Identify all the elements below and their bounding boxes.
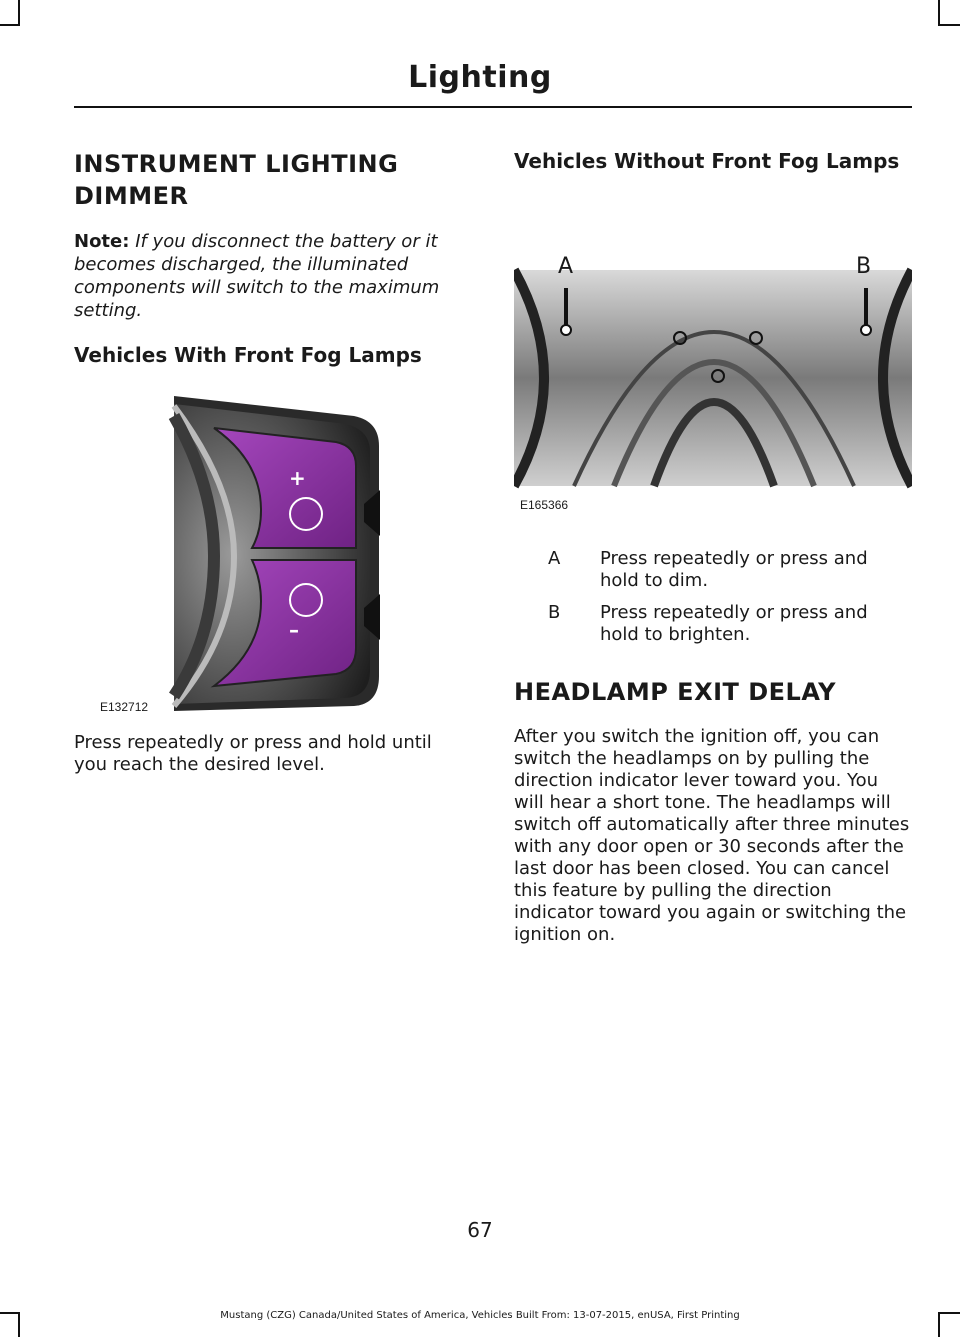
page-number: 67 (467, 1218, 493, 1242)
exit-delay-body: After you switch the ignition off, you can switch the headlamps on by pulling the direction indicator lever toward you. You will hear a short tone. The headlamps will switch off automatically after three minutes with any door open or 30 seconds after the last door has been closed. You can cancel this feature by pulling the direction indicator toward you again or switching the ignition on. (514, 726, 910, 945)
callout-text: Press repeatedly or press and hold to brighten. (600, 602, 868, 645)
crop-mark (0, 24, 20, 26)
subheading-with-fog: Vehicles With Front Fog Lamps (74, 343, 422, 367)
section-title-dimmer: INSTRUMENT LIGHTING DIMMER (74, 150, 399, 210)
page-title: Lighting (408, 60, 552, 95)
callout-label-b: B (856, 254, 872, 279)
section-title-exit-delay: HEADLAMP EXIT DELAY (514, 678, 836, 706)
callout-list (514, 548, 912, 646)
minus-label: – (289, 618, 299, 642)
crop-mark (18, 0, 20, 26)
left-column (74, 140, 466, 776)
figure-dimmer-switch-without-fog (514, 198, 912, 518)
callout-letter: A (548, 548, 561, 569)
note-label: Note: (74, 231, 130, 252)
crop-mark (938, 0, 940, 26)
callout-text: Press repeatedly or press and hold to dim. (600, 548, 868, 591)
cluster-illustration (514, 198, 912, 518)
right-column (514, 140, 912, 946)
figure-code: E132712 (100, 700, 149, 714)
dimmer-instructions: Press repeatedly or press and hold until you reach the desired level. (74, 732, 432, 775)
crop-mark (940, 24, 960, 26)
figure-code: E165366 (520, 498, 569, 512)
footer: Mustang (CZG) Canada/United States of America, Vehicles Built From: 13-07-2015, enUSA, First Printing (220, 1310, 740, 1321)
callout-label-a: A (558, 254, 574, 279)
callout-letter: B (548, 602, 561, 623)
callout-row (514, 602, 912, 646)
subheading-without-fog: Vehicles Without Front Fog Lamps (514, 149, 900, 173)
note (74, 230, 466, 322)
note-text: If you disconnect the battery or it becomes discharged, the illuminated components will switch to the maximum setting. (74, 231, 440, 321)
callout-row (514, 548, 912, 592)
figure-dimmer-switch-with-fog (74, 386, 384, 716)
dimmer-switch-illustration (74, 386, 384, 716)
header-divider (74, 106, 912, 108)
plus-label: + (289, 466, 306, 490)
